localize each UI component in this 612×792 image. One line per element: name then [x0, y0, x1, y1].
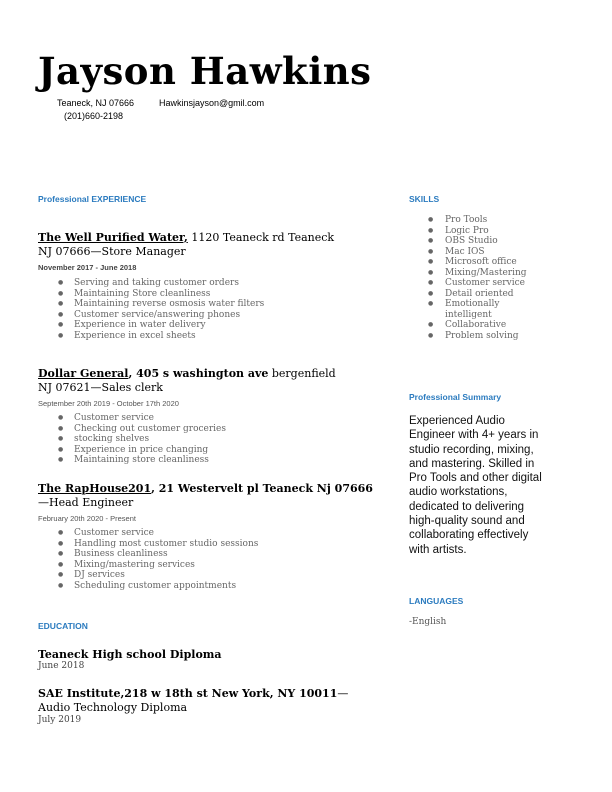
language-item: -English	[409, 617, 447, 627]
list-item: ● Emotionally	[409, 299, 527, 310]
list-item: ● Problem solving	[409, 331, 527, 342]
job-duties	[38, 413, 226, 466]
list-item: ● DJ services	[38, 570, 258, 581]
job-dates: February 20th 2020 - Present	[38, 514, 136, 523]
list-item: ● Handling most customer studio sessions	[38, 539, 258, 550]
list-item: ● OBS Studio	[409, 236, 527, 247]
list-item: ● Customer service/answering phones	[38, 310, 264, 321]
company-address: 1120 Teaneck rd Teaneck NJ 07666	[38, 231, 335, 258]
company-address: , 405 s washington ave	[128, 367, 269, 380]
list-item: ● Logic Pro	[409, 226, 527, 237]
list-item: ● Experience in excel sheets	[38, 331, 264, 342]
education-date: June 2018	[38, 661, 85, 671]
list-item: ● Customer service	[409, 278, 527, 289]
list-item: ● Detail oriented	[409, 289, 527, 300]
list-item: ● Mixing/Mastering	[409, 268, 527, 279]
company-name: The RapHouse201	[38, 482, 152, 495]
education-heading: EDUCATION	[38, 621, 88, 631]
job-title	[38, 367, 348, 395]
job-role: —Head Engineer	[38, 496, 134, 509]
company-address-rest: bergenfield NJ 07621	[38, 367, 336, 394]
education-program: —Audio Technology Diploma	[38, 687, 349, 714]
location: Teaneck, NJ 07666	[57, 98, 135, 108]
resume-name: Jayson Hawkins	[38, 49, 372, 93]
education-date: July 2019	[38, 715, 82, 725]
education-school: SAE Institute,218 w 18th st New York, NY 10011	[38, 687, 338, 700]
job-duties	[38, 528, 258, 591]
company-name: Dollar General	[38, 367, 129, 380]
list-item-continuation: intelligent	[445, 309, 492, 320]
email: Hawkinsjayson@gmil.com	[159, 98, 265, 108]
list-item: ● stocking shelves	[38, 434, 226, 445]
summary-text: Experienced Audio Engineer with 4+ years in studio recording, mixing, and mastering. Skilled in Pro Tools and other digital audio workstations, dedicated to delivering high-quality sound and collaborating effectively with artists.	[409, 415, 542, 556]
list-item: ● Serving and taking customer orders	[38, 278, 264, 289]
list-item: ● Business cleanliness	[38, 549, 258, 560]
languages-heading: LANGUAGES	[409, 596, 464, 606]
list-item: ● Maintaining store cleanliness	[38, 455, 226, 466]
experience-heading: Professional EXPERIENCE	[38, 194, 147, 204]
skills-heading: SKILLS	[409, 194, 440, 204]
list-item: ● Pro Tools	[409, 215, 527, 226]
job-dates: September 20th 2019 - October 17th 2020	[38, 399, 179, 408]
skills-list	[409, 215, 527, 341]
list-item: ● Customer service	[38, 528, 258, 539]
job-role: —Sales clerk	[90, 381, 163, 394]
list-item: ● Mac IOS	[409, 247, 527, 258]
company-name: The Well Purified Water,	[38, 231, 188, 244]
job-title	[38, 231, 348, 259]
list-item: ● Experience in water delivery	[38, 320, 264, 331]
education-title: Teaneck High school Diploma	[38, 648, 222, 661]
job-role: —Store Manager	[90, 245, 186, 258]
list-item: ● Customer service	[38, 413, 226, 424]
company-address: , 21 Westervelt pl Teaneck Nj 07666	[151, 482, 373, 495]
list-item: ● Microsoft office	[409, 257, 527, 268]
job-title	[38, 482, 383, 510]
list-item: ● Maintaining Store cleanliness	[38, 289, 264, 300]
summary-heading: Professional Summary	[409, 392, 502, 402]
list-item: ● Experience in price changing	[38, 445, 226, 456]
list-item: ● Mixing/mastering services	[38, 560, 258, 571]
job-dates: November 2017 - June 2018	[38, 263, 137, 272]
list-item: ● Scheduling customer appointments	[38, 581, 258, 592]
phone: (201)660-2198	[64, 111, 124, 121]
list-item: ● Collaborative	[409, 320, 527, 331]
list-item: ● Checking out customer groceries	[38, 424, 226, 435]
job-duties	[38, 278, 264, 341]
list-item: ● Maintaining reverse osmosis water filters	[38, 299, 264, 310]
education-title	[38, 687, 358, 715]
